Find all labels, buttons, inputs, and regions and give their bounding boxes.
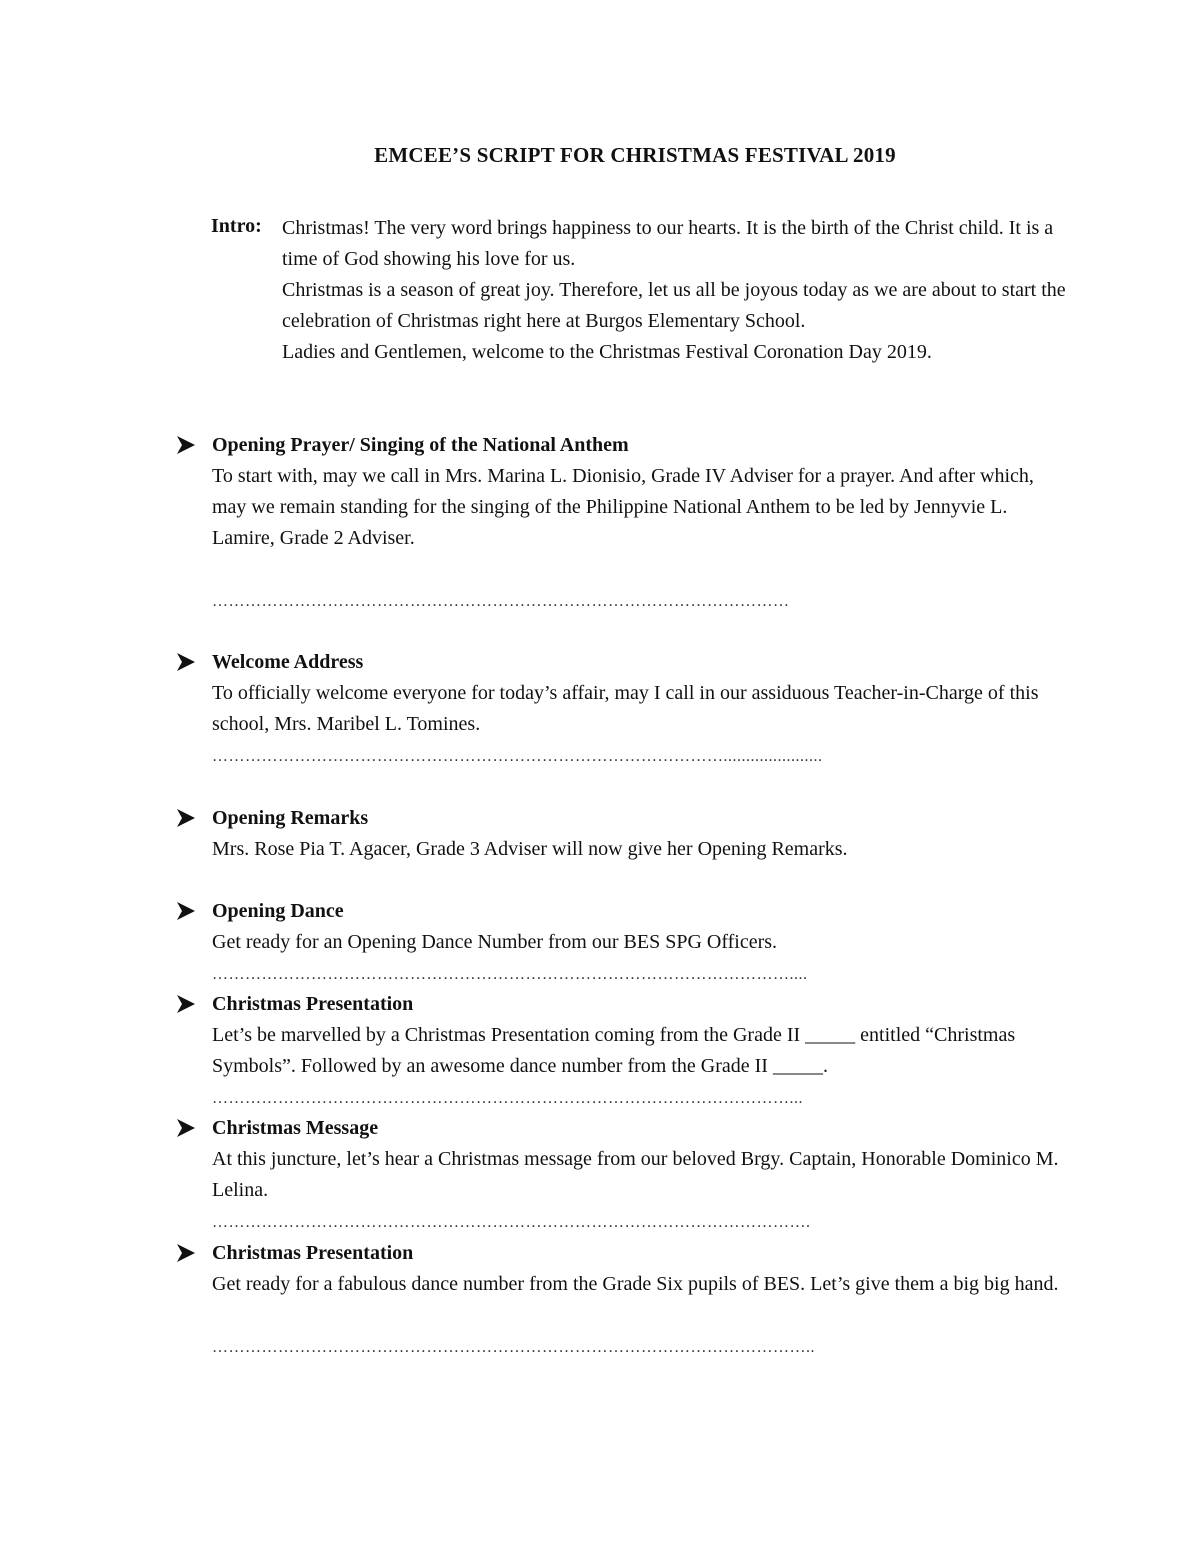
section-heading: Opening Prayer/ Singing of the National Anthem — [212, 434, 629, 456]
separator-line: …………………………………………………………………………………………….... — [212, 966, 808, 983]
section-body — [212, 1020, 1072, 1082]
section-text: Mrs. Rose Pia T. Agacer, Grade 3 Adviser will now give her Opening Remarks. — [212, 838, 848, 860]
section-heading: Christmas Presentation — [212, 993, 414, 1015]
section-heading: Christmas Presentation — [212, 1242, 414, 1264]
section-body — [212, 1144, 1072, 1206]
intro-paragraph: Ladies and Gentlemen, welcome to the Christmas Festival Coronation Day 2019. — [282, 341, 932, 363]
arrow-bullet-icon — [176, 435, 196, 455]
section-body — [212, 678, 1072, 740]
section-text: To officially welcome everyone for today’s affair, may I call in our assiduous Teacher-in-Charge of this school, Mrs. Maribel L. Tomines. — [212, 682, 1039, 735]
arrow-bullet-icon — [176, 652, 196, 672]
arrow-bullet-icon — [176, 808, 196, 828]
arrow-bullet-icon — [176, 1243, 196, 1263]
intro-paragraph: Christmas is a season of great joy. Therefore, let us all be joyous today as we are about to start the celebration of Christmas right here at Burgos Elementary School. — [282, 279, 1066, 332]
section-text: Get ready for a fabulous dance number from the Grade Six pupils of BES. Let’s give them a big big hand. — [212, 1273, 1059, 1295]
section-heading: Welcome Address — [212, 651, 364, 673]
arrow-bullet-icon — [176, 994, 196, 1014]
separator-line: ……………………………………………………………………………………………….. — [212, 1339, 815, 1356]
section-text: At this juncture, let’s hear a Christmas message from our beloved Brgy. Captain, Honorable Dominico M. Lelina. — [212, 1148, 1059, 1201]
section-text: Let’s be marvelled by a Christmas Presentation coming from the Grade II _____ entitled “Christmas Symbols”. Followed by an awesome dance number from the Grade II _____. — [212, 1024, 1016, 1077]
separator-line: …………………………………………………………………………………...................... — [212, 748, 823, 765]
arrow-bullet-icon — [176, 1118, 196, 1138]
section-body — [212, 834, 1072, 865]
section-body — [212, 461, 1072, 554]
intro-label: Intro: — [211, 215, 262, 237]
section-heading: Opening Remarks — [212, 807, 369, 829]
section-text: Get ready for an Opening Dance Number from our BES SPG Officers. — [212, 931, 778, 953]
intro-paragraph: Christmas! The very word brings happiness to our hearts. It is the birth of the Christ child. It is a time of God showing his love for us. — [282, 217, 1054, 270]
section-heading: Christmas Message — [212, 1117, 379, 1139]
section-heading: Opening Dance — [212, 900, 344, 922]
document-title: EMCEE’S SCRIPT FOR CHRISTMAS FESTIVAL 2019 — [374, 143, 896, 167]
arrow-bullet-icon — [176, 901, 196, 921]
separator-line: ………………………………………………………………………………………………. — [212, 1214, 811, 1231]
intro-text — [282, 213, 1082, 368]
section-body — [212, 1269, 1072, 1300]
section-text: To start with, may we call in Mrs. Marina L. Dionisio, Grade IV Adviser for a prayer. And after which, may we remain standing for the singing of the Philippine National Anthem to be led by Jennyvie L. Lamire, Grade 2 Adviser. — [212, 465, 1034, 549]
separator-line: …………………………………………………………………………………………… — [212, 593, 790, 610]
section-body — [212, 927, 1072, 958]
separator-line: ……………………………………………………………………………………………... — [212, 1090, 803, 1107]
